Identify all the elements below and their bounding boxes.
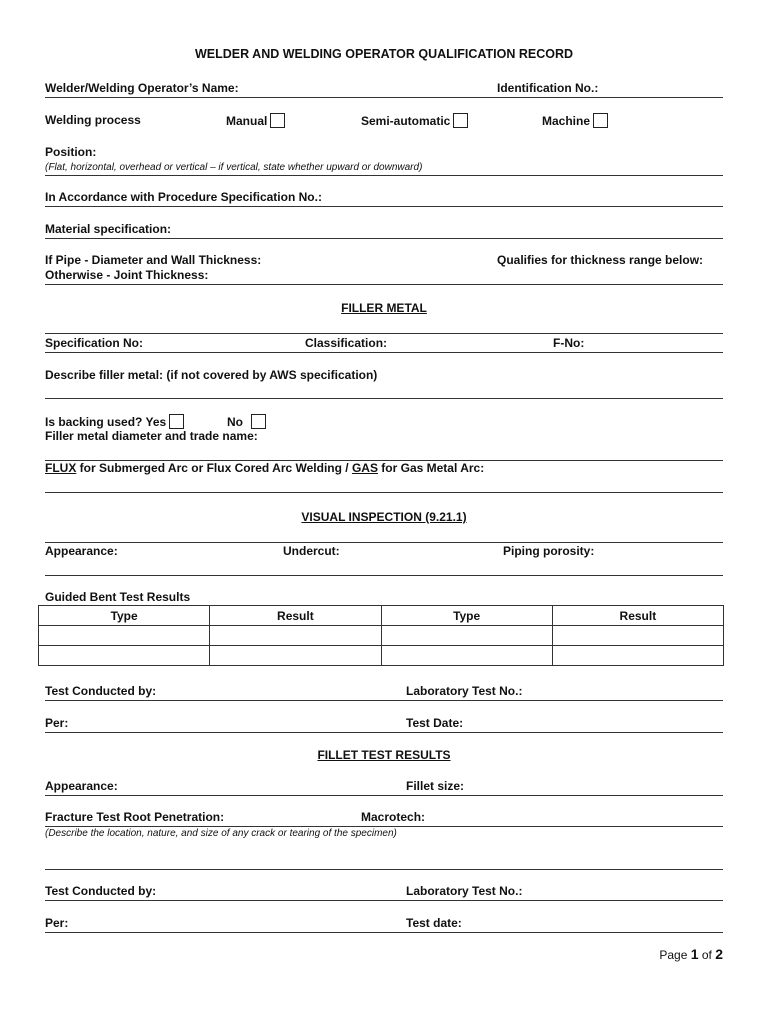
filler-spec-line [45, 352, 723, 353]
filler-diameter-label: Filler metal diameter and trade name: [45, 429, 258, 443]
document-title: WELDER AND WELDING OPERATOR QUALIFICATION RECORD [195, 47, 573, 61]
name-line [45, 97, 723, 98]
fillet-appearance-label: Appearance: [45, 779, 118, 793]
visual-inspection-heading: VISUAL INSPECTION (9.21.1) [301, 510, 467, 524]
filler-metal-heading: FILLER METAL [341, 301, 427, 315]
machine-checkbox[interactable] [593, 113, 608, 128]
material-line [45, 238, 723, 239]
backing-no-label: No [227, 415, 243, 429]
pipe-diameter-label: If Pipe - Diameter and Wall Thickness: [45, 253, 262, 267]
test-conducted-label-2: Test Conducted by: [45, 884, 157, 898]
table-cell[interactable] [381, 646, 552, 666]
pipe-line [45, 284, 723, 285]
position-note: (Flat, horizontal, overhead or vertical – if vertical, state whether upward or downward) [45, 162, 423, 173]
table-row [39, 646, 724, 666]
manual-option[interactable] [226, 113, 285, 128]
operator-name-label: Welder/Welding Operator’s Name: [45, 81, 239, 95]
visual-line [45, 575, 723, 576]
crack-description-note: (Describe the location, nature, and size of any crack or tearing of the specimen) [45, 828, 397, 839]
test-conducted-line-2 [45, 900, 723, 901]
per-line [45, 732, 723, 733]
backing-yes-checkbox[interactable] [169, 414, 184, 429]
table-cell[interactable] [39, 646, 210, 666]
test-conducted-label: Test Conducted by: [45, 684, 157, 698]
backing-no-option[interactable] [227, 414, 266, 429]
flux-gas-label [45, 461, 484, 475]
fillet-test-heading: FILLET TEST RESULTS [317, 748, 451, 762]
semi-automatic-label: Semi-automatic [361, 114, 451, 128]
fillet-appearance-line [45, 795, 723, 796]
procedure-line [45, 206, 723, 207]
table-cell[interactable] [210, 626, 381, 646]
describe-filler-label: Describe filler metal: (if not covered by AWS specification) [45, 368, 378, 382]
manual-checkbox[interactable] [270, 113, 285, 128]
position-label: Position: [45, 145, 97, 159]
backing-no-checkbox[interactable] [251, 414, 266, 429]
joint-thickness-label: Otherwise - Joint Thickness: [45, 268, 209, 282]
page-word: Page [659, 948, 691, 962]
table-cell[interactable] [552, 646, 723, 666]
guided-bend-title: Guided Bent Test Results [45, 590, 191, 604]
material-spec-label: Material specification: [45, 222, 172, 236]
test-conducted-line [45, 700, 723, 701]
table-cell[interactable] [39, 626, 210, 646]
table-row [39, 626, 724, 646]
piping-porosity-label: Piping porosity: [503, 544, 595, 558]
visual-appearance-label: Appearance: [45, 544, 118, 558]
laboratory-test-label: Laboratory Test No.: [406, 684, 523, 698]
page-number [659, 946, 723, 962]
visual-top-line [45, 542, 723, 543]
per-line-2 [45, 932, 723, 933]
flux-middle-text: for Submerged Arc or Flux Cored Arc Welding / [76, 461, 352, 475]
undercut-label: Undercut: [283, 544, 340, 558]
table-cell[interactable] [210, 646, 381, 666]
fracture-test-label: Fracture Test Root Penetration: [45, 810, 225, 824]
describe-line [45, 398, 723, 399]
laboratory-test-label-2: Laboratory Test No.: [406, 884, 523, 898]
per-label: Per: [45, 716, 69, 730]
identification-label: Identification No.: [497, 81, 599, 95]
filler-top-line [45, 333, 723, 334]
gas-word: GAS [351, 461, 378, 475]
backing-question: Is backing used? Yes [45, 415, 167, 429]
current-page: 1 [690, 946, 699, 962]
machine-option[interactable] [542, 113, 608, 128]
fillet-size-label: Fillet size: [406, 779, 465, 793]
result-header: Result [210, 606, 381, 626]
type-header: Type [381, 606, 552, 626]
total-pages: 2 [715, 946, 723, 962]
of-word: of [698, 948, 716, 962]
table-cell[interactable] [552, 626, 723, 646]
table-header-row [39, 606, 724, 626]
per-label-2: Per: [45, 916, 69, 930]
macrotech-label: Macrotech: [361, 810, 426, 824]
welding-process-label: Welding process [45, 113, 141, 127]
qualifies-thickness-label: Qualifies for thickness range below: [497, 253, 704, 267]
table-cell[interactable] [381, 626, 552, 646]
result-header: Result [552, 606, 723, 626]
backing-yes-option[interactable] [45, 414, 184, 429]
flux-word: FLUX [45, 461, 77, 475]
test-date-label-2: Test date: [406, 916, 462, 930]
flux-end-text: for Gas Metal Arc: [377, 461, 485, 475]
specification-no-label: Specification No: [45, 336, 144, 350]
guided-bend-table [38, 605, 724, 666]
semi-automatic-option[interactable] [361, 113, 468, 128]
test-date-label: Test Date: [406, 716, 464, 730]
type-header: Type [39, 606, 210, 626]
procedure-spec-label: In Accordance with Procedure Specification No.: [45, 190, 322, 204]
machine-label: Machine [542, 114, 591, 128]
semi-automatic-checkbox[interactable] [453, 113, 468, 128]
f-no-label: F-No: [553, 336, 585, 350]
position-line [45, 175, 723, 176]
flux-line [45, 492, 723, 493]
description-line [45, 869, 723, 870]
manual-label: Manual [226, 114, 268, 128]
classification-label: Classification: [305, 336, 388, 350]
